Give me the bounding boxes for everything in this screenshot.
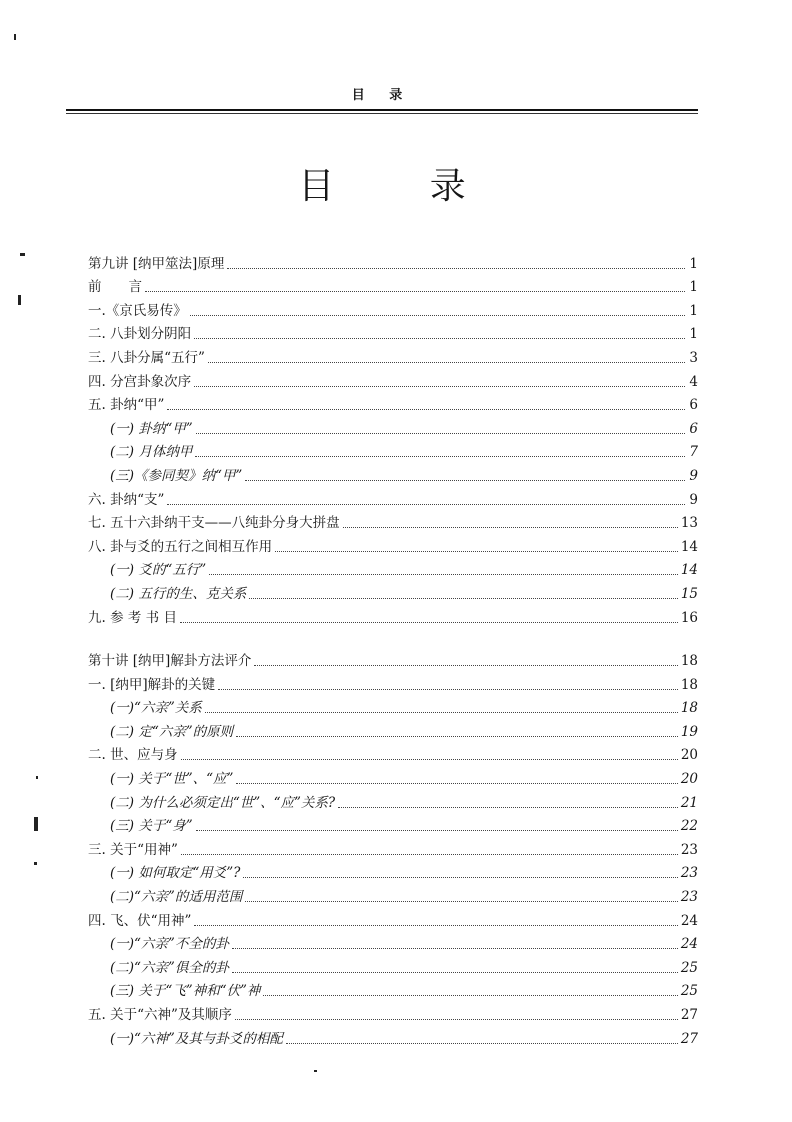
toc-page-number: 25 <box>680 959 698 976</box>
toc-subentry <box>88 437 698 461</box>
toc-subentry <box>88 952 698 976</box>
toc-entry-title: 六. 卦纳“支” <box>88 491 165 508</box>
toc-page-number: 14 <box>680 538 698 555</box>
toc-subentry <box>88 693 698 717</box>
dot-leader <box>196 830 678 831</box>
toc-entry-title: 第九讲 [纳甲筮法]原理 <box>88 255 225 272</box>
toc-page-number: 19 <box>680 723 698 740</box>
toc-subentry <box>88 578 698 602</box>
toc-entry <box>88 834 698 858</box>
dot-leader <box>227 268 685 269</box>
dot-leader <box>181 854 678 855</box>
header-rule <box>66 109 698 111</box>
toc-subentry <box>88 976 698 1000</box>
dot-leader <box>275 551 678 552</box>
toc-subentry <box>88 413 698 437</box>
toc-subentry <box>88 881 698 905</box>
scan-speck <box>34 817 38 831</box>
dot-leader <box>232 972 678 973</box>
toc-entry <box>88 602 698 626</box>
toc-entry-title: (二) 定“六亲”的原则 <box>110 723 234 740</box>
toc-entry <box>88 999 698 1023</box>
dot-leader <box>205 712 678 713</box>
dot-leader <box>249 598 677 599</box>
dot-leader <box>232 948 678 949</box>
dot-leader <box>167 504 685 505</box>
dot-leader <box>243 877 677 878</box>
dot-leader <box>196 433 685 434</box>
toc-entry <box>88 248 698 272</box>
dot-leader <box>194 338 685 339</box>
toc-entry-title: (三) 关于“身” <box>110 818 193 835</box>
dot-leader <box>236 736 678 737</box>
scan-speck <box>314 1070 317 1072</box>
toc-page-number: 6 <box>689 420 698 437</box>
dot-leader <box>235 1019 678 1020</box>
toc-subentry <box>88 555 698 579</box>
toc-page-number: 27 <box>680 1007 698 1023</box>
toc-page-number: 21 <box>680 794 698 811</box>
toc-page-number: 24 <box>680 936 698 953</box>
toc-entry-title: 二. 八卦划分阴阳 <box>88 326 192 343</box>
dot-leader <box>181 759 678 760</box>
toc-subentry <box>88 716 698 740</box>
toc-entry <box>88 319 698 343</box>
toc-page-number: 15 <box>680 585 698 602</box>
toc-page-number: 16 <box>680 609 698 626</box>
toc-entry-title: 一. [纳甲]解卦的关键 <box>88 676 216 693</box>
toc-page-number: 23 <box>680 889 698 906</box>
toc-page-number: 1 <box>689 255 698 272</box>
toc-entry <box>88 390 698 414</box>
toc-entry-title: 一.《京氏易传》 <box>88 302 187 319</box>
dot-leader <box>180 622 678 623</box>
toc-entry-title: (二)“六亲”俱全的卦 <box>110 959 229 976</box>
table-of-contents <box>88 248 698 1047</box>
toc-page-number: 23 <box>680 841 698 858</box>
toc-entry-title: (一)“六亲”不全的卦 <box>110 936 229 953</box>
dot-leader <box>254 665 677 666</box>
toc-page-number: 7 <box>689 444 698 461</box>
dot-leader <box>218 689 678 690</box>
toc-page-number: 1 <box>689 302 698 319</box>
toc-entry <box>88 342 698 366</box>
toc-entry <box>88 366 698 390</box>
dot-leader <box>167 409 685 410</box>
toc-page-number: 4 <box>689 373 698 390</box>
toc-page-number: 1 <box>689 326 698 343</box>
toc-page-number: 18 <box>680 700 698 717</box>
toc-entry-title: 七. 五十六卦纳干支——八纯卦分身大拼盘 <box>88 515 340 532</box>
toc-entry-title: 三. 关于“用神” <box>88 841 178 858</box>
toc-entry-title: (二) 月体纳甲 <box>110 444 193 461</box>
toc-page-number: 27 <box>680 1030 698 1047</box>
toc-entry-title: (三)《参同契》纳“甲” <box>110 467 243 484</box>
toc-entry-title: 第十讲 [纳甲]解卦方法评介 <box>88 653 252 670</box>
toc-entry-title: 二. 世、应与身 <box>88 747 178 764</box>
toc-entry <box>88 508 698 532</box>
toc-page-number: 24 <box>680 912 698 929</box>
toc-entry-title: (二) 为什么必须定出“世”、“应”关系? <box>110 794 336 811</box>
toc-entry <box>88 646 698 670</box>
toc-entry-title: 五. 关于“六神”及其顺序 <box>88 1007 232 1023</box>
toc-page-number: 22 <box>680 818 698 835</box>
toc-subentry <box>88 787 698 811</box>
toc-page-number: 18 <box>680 676 698 693</box>
toc-entry-title: (三) 关于“飞”神和“伏”神 <box>110 983 261 1000</box>
toc-entry-title: (一) 爻的“五行” <box>110 562 207 579</box>
dot-leader <box>209 574 678 575</box>
dot-leader <box>208 362 685 363</box>
dot-leader <box>145 291 685 292</box>
page-title: 目 录 <box>298 166 508 207</box>
toc-page-number: 3 <box>689 349 698 366</box>
toc-entry-title: (一) 关于“世”、“应” <box>110 771 234 788</box>
toc-entry <box>88 669 698 693</box>
toc-entry-title: 三. 八卦分属“五行” <box>88 349 205 366</box>
toc-page-number: 23 <box>680 865 698 882</box>
dot-leader <box>343 527 678 528</box>
toc-subentry <box>88 460 698 484</box>
scan-speck <box>36 776 38 779</box>
toc-entry-title: 九. 参 考 书 目 <box>88 609 177 626</box>
toc-entry-title: (二)“六亲”的适用范围 <box>110 889 243 906</box>
scan-speck <box>34 862 37 865</box>
toc-subentry <box>88 763 698 787</box>
toc-entry <box>88 531 698 555</box>
toc-page-number: 1 <box>689 279 698 296</box>
toc-entry-title: 四. 飞、伏“用神” <box>88 912 192 929</box>
toc-page-number: 6 <box>689 397 698 414</box>
toc-entry-title: (二) 五行的生、克关系 <box>110 585 247 602</box>
dot-leader <box>245 480 685 481</box>
dot-leader <box>236 783 677 784</box>
toc-subentry <box>88 858 698 882</box>
scan-speck <box>14 34 16 40</box>
toc-page-number: 13 <box>680 515 698 532</box>
toc-page-number: 20 <box>680 747 698 764</box>
toc-entry-title: 八. 卦与爻的五行之间相互作用 <box>88 538 273 555</box>
scan-speck <box>20 253 25 256</box>
toc-entry <box>88 905 698 929</box>
toc-entry <box>88 272 698 296</box>
toc-entry <box>88 295 698 319</box>
toc-entry-title: (一) 如何取定“用爻”? <box>110 865 241 882</box>
toc-entry-title: 前 言 <box>88 279 142 296</box>
header-rule-thin <box>66 113 698 114</box>
dot-leader <box>245 901 677 902</box>
toc-page-number: 25 <box>680 983 698 1000</box>
toc-page-number: 20 <box>680 771 698 788</box>
dot-leader <box>286 1043 678 1044</box>
toc-entry-title: (一) 卦纳“甲” <box>110 420 193 437</box>
toc-page-number: 18 <box>680 653 698 670</box>
dot-leader <box>194 925 677 926</box>
toc-entry <box>88 484 698 508</box>
toc-page-number: 9 <box>689 467 698 484</box>
dot-leader <box>263 995 677 996</box>
toc-entry <box>88 740 698 764</box>
toc-subentry <box>88 929 698 953</box>
dot-leader <box>338 807 678 808</box>
scan-speck <box>18 295 21 305</box>
running-header: 目 录 <box>351 88 413 103</box>
toc-page-number: 14 <box>680 562 698 579</box>
toc-page-number: 9 <box>689 491 698 508</box>
toc-subentry <box>88 1023 698 1047</box>
dot-leader <box>190 315 685 316</box>
toc-subentry <box>88 811 698 835</box>
dot-leader <box>195 456 685 457</box>
toc-entry-title: (一)“六亲”关系 <box>110 700 202 717</box>
dot-leader <box>194 386 685 387</box>
toc-entry-title: 五. 卦纳“甲” <box>88 397 165 414</box>
toc-entry-title: (一)“六神”及其与卦爻的相配 <box>110 1030 283 1047</box>
toc-entry-title: 四. 分宫卦象次序 <box>88 373 192 390</box>
